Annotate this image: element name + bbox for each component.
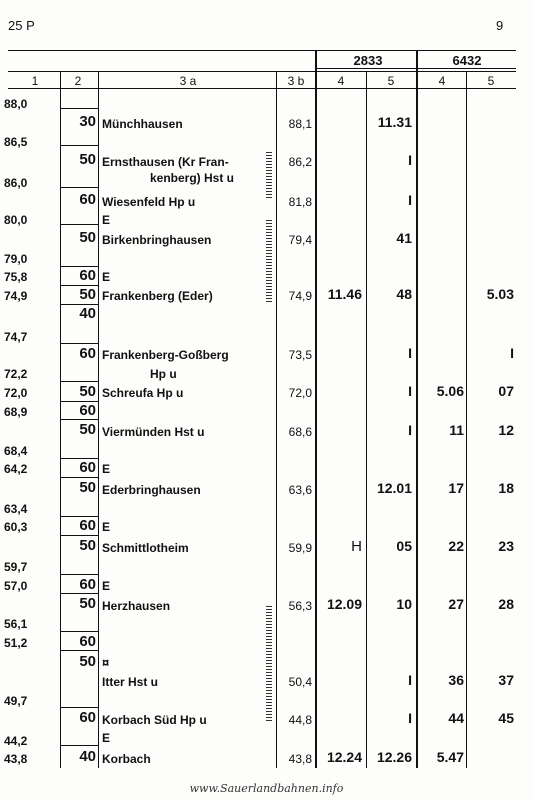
footer-watermark: www.Sauerlandbahnen.info xyxy=(189,782,344,795)
speed-mark xyxy=(60,650,98,651)
km-3b: 59,9 xyxy=(288,541,312,555)
speed-value: 50 xyxy=(79,595,96,612)
km-value: 68,9 xyxy=(4,405,28,419)
col-header-3a: 3 a xyxy=(179,74,197,88)
speed-mark xyxy=(60,631,98,632)
km-3b: 74,9 xyxy=(288,289,312,303)
col-header-3b: 3 b xyxy=(287,74,305,88)
km-value: 79,0 xyxy=(4,252,28,266)
time-6432-4: 11 xyxy=(449,422,464,438)
km-value: 80,0 xyxy=(4,213,28,227)
time-6432-4: 22 xyxy=(448,538,464,554)
km-value: 57,0 xyxy=(4,579,28,593)
speed-mark xyxy=(60,108,98,109)
time-6432-5: 28 xyxy=(498,596,514,612)
station-name: Wiesenfeld Hp u xyxy=(102,195,196,209)
col-divider-5 xyxy=(366,71,367,768)
speed-value: 50 xyxy=(79,151,96,168)
time-6432-4: 17 xyxy=(448,480,464,496)
col-divider-6 xyxy=(416,50,418,768)
speed-value: 60 xyxy=(79,576,96,593)
speed-value: 50 xyxy=(79,421,96,438)
time-2833-5: 11.31 xyxy=(377,114,412,130)
km-3b: 81,8 xyxy=(288,195,312,209)
km-value: 49,7 xyxy=(4,694,28,708)
speed-value: 50 xyxy=(79,383,96,400)
station-name: Frankenberg (Eder) xyxy=(102,289,213,303)
time-2833-5: 48 xyxy=(396,286,412,302)
km-value: 43,8 xyxy=(4,752,28,766)
time-2833-5: 10 xyxy=(396,596,412,612)
km-value: 63,4 xyxy=(4,502,28,516)
column-header-bottom-rule xyxy=(8,88,516,89)
station-name: Ernsthausen (Kr Fran- xyxy=(102,155,229,169)
speed-value: 50 xyxy=(79,537,96,554)
km-value: 56,1 xyxy=(4,617,28,631)
entry-signal: E xyxy=(102,579,111,593)
time-6432-5: 12 xyxy=(498,422,514,438)
time-6432-4: 36 xyxy=(448,672,464,688)
col-header-1: 1 xyxy=(31,74,39,88)
time-6432-5: 45 xyxy=(498,710,514,726)
km-3b: 73,5 xyxy=(288,348,312,362)
speed-mark xyxy=(60,593,98,594)
speed-value: 60 xyxy=(79,191,96,208)
speed-value: 50 xyxy=(79,479,96,496)
train-number-6432: 6432 xyxy=(452,53,482,68)
speed-value: 60 xyxy=(79,517,96,534)
km-3b: 79,4 xyxy=(288,233,312,247)
station-name: Birkenbringhausen xyxy=(102,233,212,247)
time-6432-4: 5.47 xyxy=(436,749,464,765)
speed-mark xyxy=(60,145,98,146)
speed-mark xyxy=(60,343,98,344)
speed-value: 60 xyxy=(79,345,96,362)
speed-mark xyxy=(60,574,98,575)
speed-value: 40 xyxy=(79,748,96,765)
speed-mark xyxy=(60,535,98,536)
km-value: 75,8 xyxy=(4,270,28,284)
km-value: 59,7 xyxy=(4,560,28,574)
speed-value: 50 xyxy=(79,653,96,670)
km-3b: 68,6 xyxy=(288,425,312,439)
col-header-6432-4: 4 xyxy=(438,74,446,88)
km-3b: 63,6 xyxy=(288,483,312,497)
km-3b: 56,3 xyxy=(288,599,312,613)
station-name: Korbach xyxy=(102,752,151,766)
station-name: Viermünden Hst u xyxy=(102,425,205,439)
junction-symbol: ¤ xyxy=(102,655,110,670)
km-3b: 43,8 xyxy=(288,752,312,766)
entry-signal: E xyxy=(102,270,111,284)
time-2833-4: 12.24 xyxy=(326,749,362,765)
col-divider-7 xyxy=(466,71,467,768)
entry-signal: E xyxy=(102,462,111,476)
time-2833-5: 05 xyxy=(396,538,412,554)
time-6432-4: 5.06 xyxy=(436,383,464,399)
col-header-6432-5: 5 xyxy=(487,74,495,88)
time-2833-5: I xyxy=(408,672,412,688)
speed-mark xyxy=(60,419,98,420)
col-header-2: 2 xyxy=(74,74,82,88)
time-2833-5: I xyxy=(408,152,412,168)
entry-signal: E xyxy=(102,213,111,227)
station-name-cont: Hp u xyxy=(150,367,177,381)
km-value: 44,2 xyxy=(4,734,28,748)
col-divider-2 xyxy=(98,71,99,768)
time-2833-5: I xyxy=(408,710,412,726)
speed-mark xyxy=(60,381,98,382)
time-2833-4: 12.09 xyxy=(326,596,362,612)
km-value: 74,7 xyxy=(4,330,28,344)
time-2833-4: H xyxy=(351,538,362,555)
km-value: 72,2 xyxy=(4,367,28,381)
page-label: 25 P xyxy=(8,18,35,33)
speed-value: 30 xyxy=(79,113,96,130)
col-divider-3 xyxy=(276,71,277,768)
time-2833-5: I xyxy=(408,383,412,399)
speed-value: 60 xyxy=(79,267,96,284)
zigzag-marker xyxy=(266,152,272,200)
speed-value: 60 xyxy=(79,459,96,476)
time-6432-5: 23 xyxy=(498,538,514,554)
time-6432-4: 44 xyxy=(448,710,464,726)
zigzag-marker xyxy=(266,606,272,722)
km-value: 86,5 xyxy=(4,135,28,149)
station-name: Frankenberg-Goßberg xyxy=(102,348,229,362)
col-header-2833-4: 4 xyxy=(337,74,345,88)
speed-value: 40 xyxy=(79,305,96,322)
station-name: Korbach Süd Hp u xyxy=(102,713,207,727)
time-2833-5: I xyxy=(408,345,412,361)
km-3b: 50,4 xyxy=(288,675,312,689)
station-name: Münchhausen xyxy=(102,117,183,131)
time-2833-5: 12.01 xyxy=(376,480,412,496)
zigzag-marker xyxy=(266,220,272,304)
speed-value: 60 xyxy=(79,633,96,650)
time-6432-5: I xyxy=(510,345,514,361)
speed-mark xyxy=(60,224,98,225)
km-3b: 88,1 xyxy=(288,117,312,131)
time-2833-5: 41 xyxy=(396,230,412,246)
time-2833-5: 12.26 xyxy=(376,749,412,765)
speed-mark xyxy=(60,707,98,708)
top-rule xyxy=(8,50,516,51)
station-name: Herzhausen xyxy=(102,599,171,613)
speed-value: 60 xyxy=(79,402,96,419)
speed-mark xyxy=(60,745,98,746)
time-6432-5: 5.03 xyxy=(486,286,514,302)
speed-value: 50 xyxy=(79,229,96,246)
time-6432-5: 18 xyxy=(498,480,514,496)
km-value: 88,0 xyxy=(4,97,28,111)
station-name: Schreufa Hp u xyxy=(102,386,184,400)
speed-mark xyxy=(60,187,98,188)
page-number: 9 xyxy=(496,18,504,33)
speed-value: 60 xyxy=(79,709,96,726)
time-2833-4: 11.46 xyxy=(327,286,362,302)
km-value: 86,0 xyxy=(4,176,28,190)
time-6432-5: 07 xyxy=(498,383,514,399)
km-value: 72,0 xyxy=(4,386,28,400)
time-6432-4: 27 xyxy=(448,596,464,612)
km-value: 64,2 xyxy=(4,462,28,476)
km-3b: 44,8 xyxy=(288,713,312,727)
station-name-cont: kenberg) Hst u xyxy=(150,171,235,185)
km-3b: 72,0 xyxy=(288,386,312,400)
km-value: 60,3 xyxy=(4,520,28,534)
col-header-2833-5: 5 xyxy=(387,74,395,88)
entry-signal: E xyxy=(102,731,111,745)
km-3b: 86,2 xyxy=(288,155,312,169)
station-name: Itter Hst u xyxy=(102,675,159,689)
time-2833-5: I xyxy=(408,422,412,438)
entry-signal: E xyxy=(102,520,111,534)
speed-mark xyxy=(60,477,98,478)
time-2833-5: I xyxy=(408,192,412,208)
km-value: 51,2 xyxy=(4,636,28,650)
station-name: Ederbringhausen xyxy=(102,483,201,497)
km-value: 68,4 xyxy=(4,444,28,458)
column-header-top-rule xyxy=(8,71,516,72)
speed-value: 50 xyxy=(79,286,96,303)
train-number-2833: 2833 xyxy=(353,53,383,68)
station-name: Schmittlotheim xyxy=(102,541,189,555)
km-value: 74,9 xyxy=(4,289,28,303)
time-6432-5: 37 xyxy=(498,672,514,688)
col-divider-4 xyxy=(315,50,317,768)
